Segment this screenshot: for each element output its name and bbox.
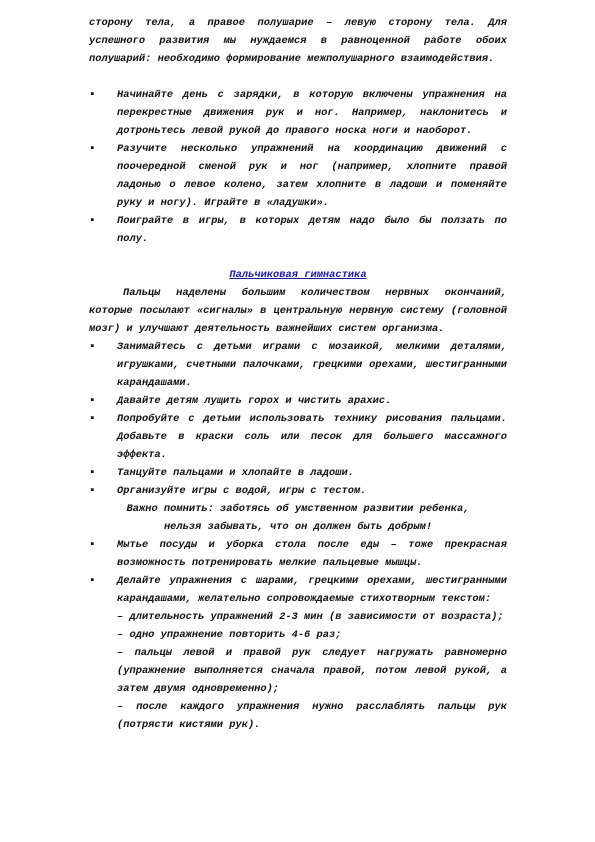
exercises-section: [89, 86, 507, 248]
bullet-icon: ▪: [89, 413, 96, 425]
list-item: [89, 392, 507, 410]
list-item: [89, 140, 507, 212]
finger-exercises-section: [89, 536, 507, 734]
list-item: [89, 86, 507, 140]
list-item-text: Танцуйте пальцами и хлопайте в ладоши.: [117, 467, 354, 479]
important-note-line-1: Важно помнить: заботясь об умственном развитии ребенка,: [126, 503, 470, 515]
activities-list: [89, 338, 507, 500]
exercises-list: [89, 86, 507, 248]
bullet-icon: ▪: [89, 485, 96, 497]
body-paragraph: Пальцы наделены большим количеством нервных окончаний, которые посылают «сигналы» в центральную нервную систему (головной мозг) и улучшают деятельность важнейших систем организма.: [89, 287, 507, 335]
finger-gym-section: [89, 266, 507, 500]
bullet-icon: ▪: [89, 575, 96, 587]
list-item-text: Разучите несколько упражнений на координацию движений с поочередной сменой рук и ног (например, хлопните правой ладонью о левое колено, затем хлопните в ладоши и поменяйте руку и ногу). Играйте в «ладушки».: [117, 143, 507, 209]
finger-exercises-list: [89, 536, 507, 608]
bullet-icon: ▪: [89, 215, 96, 227]
sub-item-load: – пальцы левой и правой рук следует нагружать равномерно (упражнение выполняется сначала правой, потом левой рукой, а затем двумя одновременно);: [117, 647, 507, 695]
list-item-text: Попробуйте с детьми использовать технику рисования пальцами. Добавьте в краски соль или песок для большего массажного эффекта.: [117, 413, 507, 461]
list-item-text: Начинайте день с зарядки, в которую включены упражнения на перекрестные движения рук и ног. Например, наклонитесь и дотроньтесь левой рукой до правого носка ноги и наоборот.: [117, 89, 507, 137]
bullet-icon: ▪: [89, 395, 96, 407]
section-heading: Пальчиковая гимнастика: [229, 269, 367, 281]
intro-section: [89, 14, 507, 68]
bullet-icon: ▪: [89, 539, 96, 551]
sub-item-duration: – длительность упражнений 2-3 мин (в зависимости от возраста);: [117, 611, 504, 623]
list-item-text: Давайте детям лущить горох и чистить арахис.: [117, 395, 392, 407]
bullet-icon: ▪: [89, 143, 96, 155]
list-item: [89, 338, 507, 392]
important-note: [89, 500, 507, 536]
list-item: [89, 212, 507, 248]
list-item-text: Поиграйте в игры, в которых детям надо было бы ползать по полу.: [117, 215, 507, 245]
list-item: [89, 482, 507, 500]
bullet-icon: ▪: [89, 467, 96, 479]
sub-item-repeat: – одно упражнение повторить 4-6 раз;: [117, 629, 342, 641]
list-item: [89, 572, 507, 608]
important-note-line-2: нельзя забывать, что он должен быть добрым!: [163, 521, 433, 533]
list-item-text: Делайте упражнения с шарами, грецкими орехами, шестигранными карандашами, желательно сопровождаемые стихотворным текстом:: [117, 575, 507, 605]
list-item-text: Занимайтесь с детьми играми с мозаикой, мелкими деталями, игрушками, счетными палочками, грецкими орехами, шестигранными карандашами.: [117, 341, 507, 389]
list-item: [89, 536, 507, 572]
list-item: [89, 410, 507, 464]
list-item: [89, 464, 507, 482]
bullet-icon: ▪: [89, 341, 96, 353]
list-item-text: Организуйте игры с водой, игры с тестом.: [117, 485, 367, 497]
list-item-text: Мытье посуды и уборка стола после еды – тоже прекрасная возможность потренировать мелкие пальцевые мышцы.: [117, 539, 507, 569]
intro-paragraph: сторону тела, а правое полушарие – левую сторону тела. Для успешного развития мы нуждаемся в равноценной работе обоих полушарий: необходимо формирование межполушарного взаимодействия.: [89, 17, 507, 65]
sub-item-relax: – после каждого упражнения нужно расслаблять пальцы рук (потрясти кистями рук).: [117, 701, 507, 731]
bullet-icon: ▪: [89, 89, 96, 101]
